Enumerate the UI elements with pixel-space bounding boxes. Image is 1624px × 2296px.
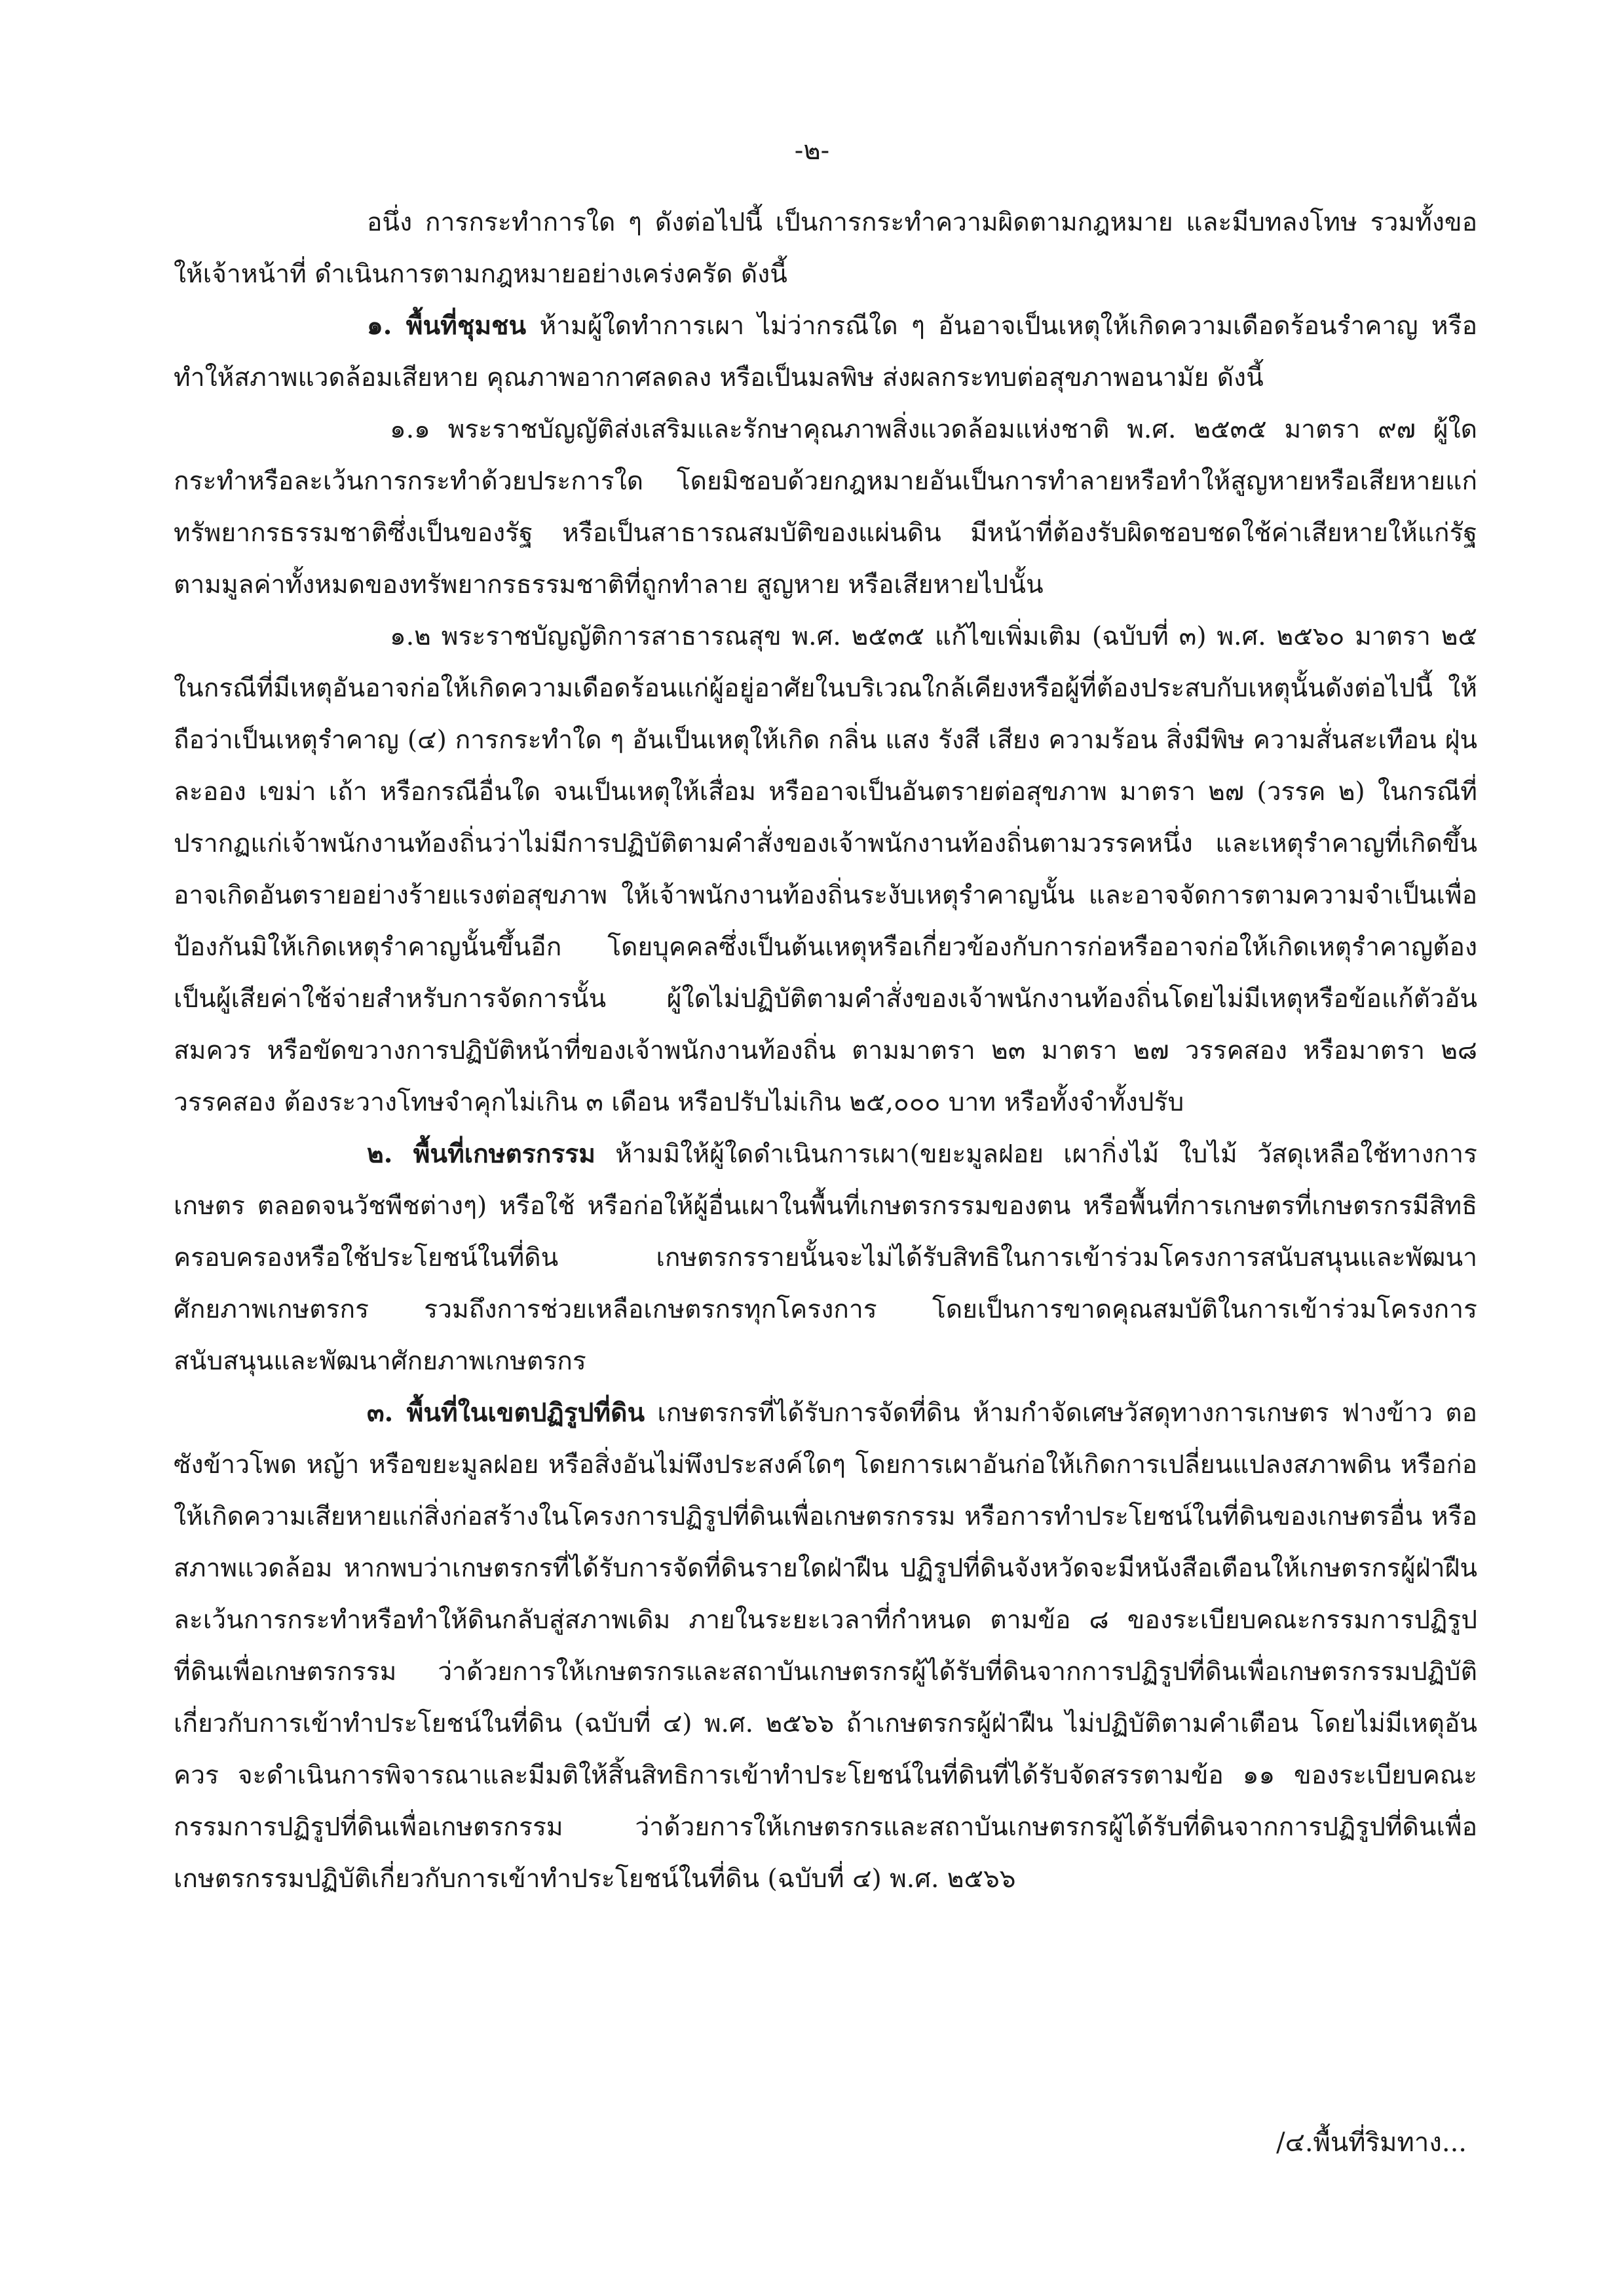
- section-3-heading: ๓. พื้นที่ในเขตปฏิรูปที่ดิน: [367, 1398, 645, 1428]
- section-1-paragraph: [174, 300, 1477, 404]
- section-2-heading: ๒. พื้นที่เกษตรกรรม: [367, 1139, 595, 1169]
- section-1-heading: ๑. พื้นที่ชุมชน: [367, 311, 527, 341]
- continuation-note: /๔.พื้นที่ริมทาง...: [1276, 2128, 1467, 2158]
- section-1-2-paragraph: ๑.๒ พระราชบัญญัติการสาธารณสุข พ.ศ. ๒๕๓๕ แก้ไขเพิ่มเติม (ฉบับที่ ๓) พ.ศ. ๒๕๖๐ มาตรา ๒๕ ในกรณีที่มีเหตุอันอาจก่อให้เกิดความเดือดร้อนแก่ผู้อยู่อาศัยในบริเวณใกล้เคียงหรือผู้ที่ต้องประสบกับเหตุนั้นดังต่อไปนี้ ให้ถือว่าเป็นเหตุรำคาญ (๔) การกระทำใด ๆ อันเป็นเหตุให้เกิด กลิ่น แสง รังสี เสียง ความร้อน สิ่งมีพิษ ความสั่นสะเทือน ฝุ่นละออง เขม่า เถ้า หรือกรณีอื่นใด จนเป็นเหตุให้เสื่อม หรืออาจเป็นอันตรายต่อสุขภาพ มาตรา ๒๗ (วรรค ๒) ในกรณีที่ปรากฏแก่เจ้าพนักงานท้องถิ่นว่าไม่มีการปฏิบัติตามคำสั่งของเจ้าพนักงานท้องถิ่นตามวรรคหนึ่ง และเหตุรำคาญที่เกิดขึ้นอาจเกิดอันตรายอย่างร้ายแรงต่อสุขภาพ ให้เจ้าพนักงานท้องถิ่นระงับเหตุรำคาญนั้น และอาจจัดการตามความจำเป็นเพื่อป้องกันมิให้เกิดเหตุรำคาญนั้นขึ้นอีก โดยบุคคลซึ่งเป็นต้นเหตุหรือเกี่ยวข้องกับการก่อหรืออาจก่อให้เกิดเหตุรำคาญต้องเป็นผู้เสียค่าใช้จ่ายสำหรับการจัดการนั้น ผู้ใดไม่ปฏิบัติตามคำสั่งของเจ้าพนักงานท้องถิ่นโดยไม่มีเหตุหรือข้อแก้ตัวอันสมควร หรือขัดขวางการปฏิบัติหน้าที่ของเจ้าพนักงานท้องถิ่น ตามมาตรา ๒๓ มาตรา ๒๗ วรรคสอง หรือมาตรา ๒๘ วรรคสอง ต้องระวางโทษจำคุกไม่เกิน ๓ เดือน หรือปรับไม่เกิน ๒๕,๐๐๐ บาท หรือทั้งจำทั้งปรับ: [174, 622, 1477, 1117]
- section-1-text: ห้ามผู้ใดทำการเผา ไม่ว่ากรณีใด ๆ อันอาจเป็นเหตุให้เกิดความเดือดร้อนรำคาญ หรือทำให้สภาพแวดล้อมเสียหาย คุณภาพอากาศลดลง หรือเป็นมลพิษ ส่งผลกระทบต่อสุขภาพอนามัย ดังนี้: [174, 311, 1478, 392]
- intro-paragraph: อนึ่ง การกระทำการใด ๆ ดังต่อไปนี้ เป็นการกระทำความผิดตามกฎหมาย และมีบทลงโทษ รวมทั้งขอให้เจ้าหน้าที่ ดำเนินการตามกฎหมายอย่างเคร่งครัด ดังนี้: [174, 208, 1477, 289]
- section-3-paragraph: [174, 1387, 1477, 1905]
- section-2-text: ห้ามมิให้ผู้ใดดำเนินการเผา(ขยะมูลฝอย เผากิ่งไม้ ใบไม้ วัสดุเหลือใช้ทางการเกษตร ตลอดจนวัชพืชต่างๆ) หรือใช้ หรือก่อให้ผู้อื่นเผาในพื้นที่เกษตรกรรมของตน หรือพื้นที่การเกษตรที่เกษตรกรมีสิทธิครอบครองหรือใช้ประโยชน์ในที่ดิน เกษตรกรรายนั้นจะไม่ได้รับสิทธิในการเข้าร่วมโครงการสนับสนุนและพัฒนาศักยภาพเกษตรกร รวมถึงการช่วยเหลือเกษตรกรทุกโครงการ โดยเป็นการขาดคุณสมบัติในการเข้าร่วมโครงการสนับสนุนและพัฒนาศักยภาพเกษตรกร: [174, 1139, 1477, 1376]
- page-number: -๒-: [794, 136, 830, 166]
- section-3-text: เกษตรกรที่ได้รับการจัดที่ดิน ห้ามกำจัดเศษวัสดุทางการเกษตร ฟางข้าว ตอซังข้าวโพด หญ้า หรือขยะมูลฝอย หรือสิ่งอันไม่พึงประสงค์ใดๆ โดยการเผาอันก่อให้เกิดการเปลี่ยนแปลงสภาพดิน หรือก่อให้เกิดความเสียหายแก่สิ่งก่อสร้างในโครงการปฏิรูปที่ดินเพื่อเกษตรกรรม หรือการทำประโยชน์ในที่ดินของเกษตรอื่น หรือสภาพแวดล้อม หากพบว่าเกษตรกรที่ได้รับการจัดที่ดินรายใดฝ่าฝืน ปฏิรูปที่ดินจังหวัดจะมีหนังสือเตือนให้เกษตรกรผู้ฝ่าฝืนละเว้นการกระทำหรือทำให้ดินกลับสู่สภาพเดิม ภายในระยะเวลาที่กำหนด ตามข้อ ๘ ของระเบียบคณะกรรมการปฏิรูปที่ดินเพื่อเกษตรกรรม ว่าด้วยการให้เกษตรกรและสถาบันเกษตรกรผู้ได้รับที่ดินจากการปฏิรูปที่ดินเพื่อเกษตรกรรมปฏิบัติเกี่ยวกับการเข้าทำประโยชน์ในที่ดิน (ฉบับที่ ๔) พ.ศ. ๒๕๖๖ ถ้าเกษตรกรผู้ฝ่าฝืน ไม่ปฏิบัติตามคำเตือน โดยไม่มีเหตุอันควร จะดำเนินการพิจารณาและมีมติให้สิ้นสิทธิการเข้าทำประโยชน์ในที่ดินที่ได้รับจัดสรรตามข้อ ๑๑ ของระเบียบคณะกรรมการปฏิรูปที่ดินเพื่อเกษตรกรรม ว่าด้วยการให้เกษตรกรและสถาบันเกษตรกรผู้ได้รับที่ดินจากการปฏิรูปที่ดินเพื่อเกษตรกรรมปฏิบัติเกี่ยวกับการเข้าทำประโยชน์ในที่ดิน (ฉบับที่ ๔) พ.ศ. ๒๕๖๖: [174, 1398, 1477, 1894]
- section-1-1-paragraph: ๑.๑ พระราชบัญญัติส่งเสริมและรักษาคุณภาพสิ่งแวดล้อมแห่งชาติ พ.ศ. ๒๕๓๕ มาตรา ๙๗ ผู้ใดกระทำหรือละเว้นการกระทำด้วยประการใด โดยมิชอบด้วยกฎหมายอันเป็นการทำลายหรือทำให้สูญหายหรือเสียหายแก่ทรัพยากรธรรมชาติซึ่งเป็นของรัฐ หรือเป็นสาธารณสมบัติของแผ่นดิน มีหน้าที่ต้องรับผิดชอบชดใช้ค่าเสียหายให้แก่รัฐตามมูลค่าทั้งหมดของทรัพยากรธรรมชาติที่ถูกทำลาย สูญหาย หรือเสียหายไปนั้น: [174, 415, 1477, 600]
- document-body: [174, 197, 1477, 1905]
- section-2-paragraph: [174, 1128, 1477, 1387]
